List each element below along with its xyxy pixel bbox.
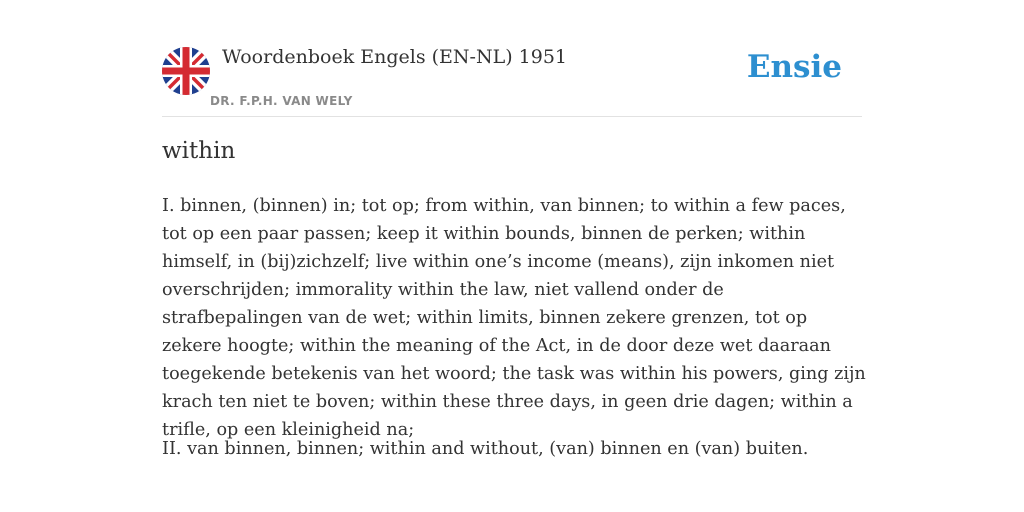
definition-1: I. binnen, (binnen) in; tot op; from within, van binnen; to within a few paces, tot op een paar passen; keep it within bounds, binnen de perken; within himself, in (bij)zichzelf; live within one’s income (means), zijn inkomen niet overschrijden; immorality within the law, niet vallend onder de strafbepalingen van de wet; within limits, binnen zekere grenzen, tot op zekere hoogte; within the meaning of the Act, in de door deze wet daaraan toegekende betekenis van het woord; the task was within his powers, ging zijn krach ten niet te boven; within these three days, in geen drie dagen; within a trifle, op een kleinigheid na; (162, 196, 866, 440)
headword: within (162, 138, 236, 164)
uk-flag-icon[interactable] (162, 47, 210, 95)
dictionary-header (162, 44, 862, 117)
definition-2: II. van binnen, binnen; within and without, (van) binnen en (van) buiten. (162, 439, 809, 459)
dictionary-author: DR. F.P.H. VAN WELY (210, 94, 353, 108)
ensie-logo[interactable]: Ensie (746, 49, 842, 85)
dictionary-title[interactable]: Woordenboek Engels (EN-NL) 1951 (222, 46, 567, 68)
